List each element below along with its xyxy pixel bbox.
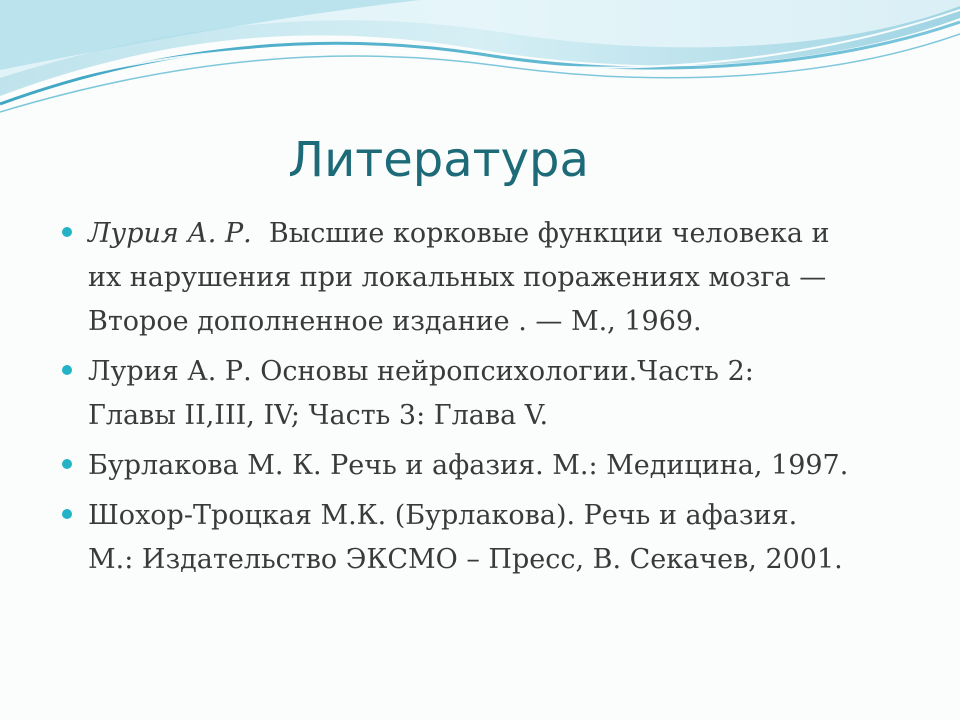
reference-list [62,212,922,588]
reference-line [88,212,922,256]
bullet-dot-icon [62,459,72,469]
reference-line: Лурия А. Р. Основы нейропсихологии.Часть 2: [88,356,754,387]
bullet-dot-icon [62,509,72,519]
reference-item [62,212,922,344]
header-wave-decoration [0,0,960,120]
reference-text: Высшие корковые функции человека и [268,218,830,249]
reference-item [62,350,922,438]
reference-line: М.: Издательство ЭКСМО – Пресс, В. Секачев, 2001. [88,544,843,575]
reference-item [62,444,922,488]
reference-line: Главы II,III, IV; Часть 3: Глава V. [88,400,549,431]
reference-line: их нарушения при локальных поражениях мозга — [88,262,827,293]
reference-line: Бурлакова М. К. Речь и афазия. М.: Медицина, 1997. [88,450,849,481]
reference-line: Второе дополненное издание . — М., 1969. [88,306,702,337]
bullet-dot-icon [62,227,72,237]
reference-line: Шохор-Троцкая М.К. (Бурлакова). Речь и афазия. [88,500,798,531]
reference-item [62,494,922,582]
slide-title: Литература [288,132,589,188]
reference-author: Лурия А. Р. [88,218,252,249]
bullet-dot-icon [62,365,72,375]
